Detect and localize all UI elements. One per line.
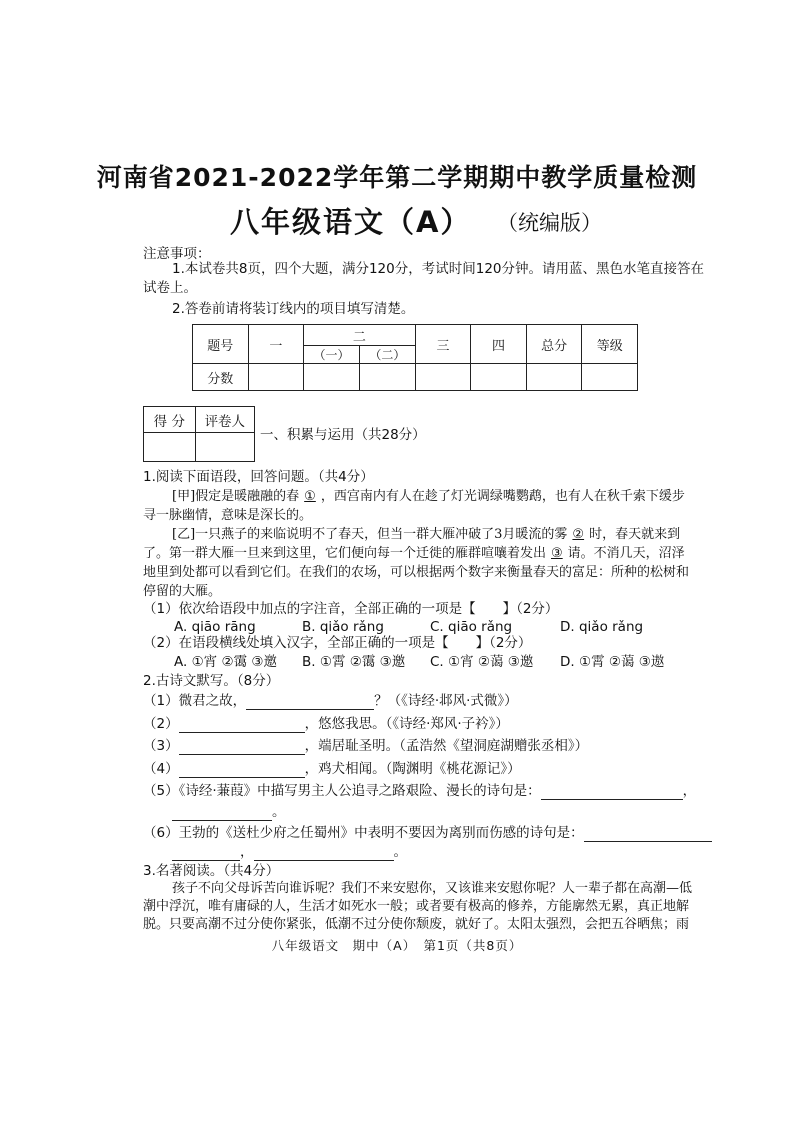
score-cell[interactable]: [582, 364, 638, 391]
q2-text: （4）: [143, 761, 179, 777]
option-d[interactable]: D. ①霄 ②蔼 ③遨: [560, 654, 665, 670]
score-table-col-total: 总分: [526, 325, 582, 364]
q1-passage-jia: [172, 486, 685, 507]
score-table-col-1: 一: [248, 325, 304, 364]
q1-yi-line2: [143, 543, 685, 564]
section-1-title: 一、积累与运用（共28分）: [260, 427, 426, 443]
option-d[interactable]: D. qiǎo rǎng: [560, 619, 644, 635]
exam-subject: 八年级语文（A）: [230, 205, 472, 239]
grader-name-cell[interactable]: [195, 433, 254, 462]
score-table-col-grade: 等级: [582, 325, 638, 364]
q1-title: 1.阅读下面语段，回答问题。（共4分）: [143, 469, 374, 485]
q2-text: ？（《诗经·邶风·式微》）: [374, 693, 518, 709]
answer-blank[interactable]: [254, 846, 394, 861]
option-b[interactable]: B. ①霄 ②霭 ③邀: [302, 654, 406, 670]
q2-line-5: [143, 782, 696, 800]
score-cell[interactable]: [471, 364, 527, 391]
grader-score-label: 得 分: [144, 407, 196, 433]
q2-text: ，悠悠我思。（《诗经·郑风·子衿》）: [304, 716, 509, 732]
q2-text: （1）微君之故，: [143, 693, 247, 709]
option-a[interactable]: A. qiāo rāng: [174, 619, 256, 635]
page-footer: 八年级语文 期中（A） 第1页（共8页）: [271, 938, 523, 953]
score-table: [192, 324, 638, 391]
score-cell[interactable]: [359, 364, 415, 391]
q2-line-5-cont: [172, 803, 286, 821]
q3-passage-line-2: 潮中浮沉，唯有庸碌的人，生活才如死水一般；或者要有极高的修养，方能廓然无累，真正地解: [143, 899, 690, 914]
q2-text: （5）《诗经·蒹葭》中描写男主人公追寻之路艰险、漫长的诗句是：: [143, 783, 541, 799]
option-c[interactable]: C. ①宵 ②蔼 ③邀: [430, 654, 534, 670]
q3-passage-line-3: 脱。只要高潮不过分使你紧张，低潮不过分使你颓废，就好了。太阳太强烈，会把五谷晒焦；雨: [143, 917, 690, 932]
answer-blank[interactable]: [179, 718, 305, 733]
answer-blank[interactable]: [246, 695, 374, 710]
option-b[interactable]: B. qiǎo rǎng: [302, 619, 384, 635]
score-table-col-4: 四: [471, 325, 527, 364]
q2-text: （2）: [143, 716, 179, 732]
blank-3[interactable]: ③: [551, 546, 563, 561]
answer-blank[interactable]: [584, 827, 712, 842]
answer-blank[interactable]: [179, 763, 305, 778]
score-table-col-3: 三: [415, 325, 471, 364]
q2-text: ，: [682, 783, 697, 799]
grader-name-label: 评卷人: [195, 407, 254, 433]
q2-title: 2.古诗文默写。（8分）: [143, 673, 280, 689]
q2-line-4: [143, 760, 521, 778]
answer-blank[interactable]: [172, 806, 272, 821]
q2-text: ，: [240, 844, 254, 860]
q1-jia-cont: 寻一脉幽情，意味是深长的。: [143, 508, 313, 523]
q2-text: （6）王勃的《送杜少府之任蜀州》中表明不要因为离别而伤感的诗句是：: [143, 825, 584, 841]
q1-yi-text: 了。第一群大雁一旦来到这里，它们便向每一个迁徙的雁群喧嚷着发出: [143, 546, 547, 561]
blank-1[interactable]: ①: [304, 489, 316, 504]
q2-line-2: [143, 715, 509, 733]
exam-edition: （统编版）: [497, 211, 602, 235]
q1-yi-text: 时，春天就来到: [589, 527, 681, 542]
q1-sub2: （2）在语段横线处填入汉字，全部正确的一项是【 】（2分）: [143, 635, 532, 651]
q1-jia-text: [甲]假定是暖融融的春: [172, 489, 300, 504]
q1-yi-text: 请。不消几天，沼泽: [567, 546, 685, 561]
notes-heading: 注意事项：: [143, 246, 211, 262]
q2-text: 。: [393, 844, 407, 860]
notes-item-1: 1.本试卷共8页，四个大题，满分120分，考试时间120分钟。请用蓝、黑色水笔直接答在: [172, 261, 705, 277]
blank-2[interactable]: ②: [572, 527, 585, 542]
option-a[interactable]: A. ①宵 ②霭 ③邀: [174, 654, 277, 670]
q2-line-6-cont: [172, 843, 407, 861]
option-c[interactable]: C. qiāo rǎng: [430, 619, 513, 635]
score-cell[interactable]: [526, 364, 582, 391]
score-table-header-num: 题号: [193, 325, 249, 364]
score-table-row-label: 分数: [193, 364, 249, 391]
q1-yi-line4: 停留的大雁。: [143, 584, 222, 599]
q3-title: 3.名著阅读。（共4分）: [143, 863, 280, 879]
q2-line-6: [143, 824, 712, 842]
q2-text: ，鸡犬相闻。（陶渊明《桃花源记》）: [304, 761, 521, 777]
q2-text: ，端居耻圣明。（孟浩然《望洞庭湖赠张丞相》）: [304, 738, 589, 754]
q2-line-1: [143, 692, 518, 710]
q1-sub2-options: [174, 653, 664, 671]
score-cell[interactable]: [304, 364, 360, 391]
q1-sub1: （1）依次给语段中加点的字注音，全部正确的一项是【 】（2分）: [143, 601, 559, 617]
score-cell[interactable]: [248, 364, 304, 391]
notes-item-1-cont: 试卷上。: [143, 280, 197, 296]
notes-item-2: 2.答卷前请将装订线内的项目填写清楚。: [172, 301, 415, 317]
exam-title: 河南省2021-2022学年第二学期期中教学质量检测: [96, 163, 698, 192]
q3-passage-line-1: 孩子不向父母诉苦向谁诉呢？我们不来安慰你，又该谁来安慰你呢？人一辈子都在高潮—低: [172, 881, 693, 896]
score-cell[interactable]: [415, 364, 471, 391]
q1-jia-text: ，西宫南内有人在趁了灯光调绿嘴鹦鹉，也有人在秋千索下缓步: [320, 489, 685, 504]
q1-yi-text: [乙]一只燕子的来临说明不了春天，但当一群大雁冲破了3月暖流的雾: [172, 527, 568, 542]
answer-blank[interactable]: [172, 846, 240, 861]
answer-blank[interactable]: [179, 740, 305, 755]
grader-box: [143, 406, 255, 462]
score-table-col-2: 二: [304, 325, 416, 346]
q1-passage-yi: [172, 524, 680, 545]
q2-text: （3）: [143, 738, 179, 754]
q2-line-3: [143, 737, 588, 755]
grader-score-cell[interactable]: [144, 433, 196, 462]
score-table-col-2a: （一）: [304, 346, 360, 364]
answer-blank[interactable]: [541, 785, 683, 800]
q1-yi-line3: 地里到处都可以看到它们。在我们的农场，可以根据两个数字来衡量春天的富足：所种的松树和: [143, 565, 690, 580]
q2-text: 。: [272, 804, 286, 820]
score-table-col-2b: （二）: [359, 346, 415, 364]
